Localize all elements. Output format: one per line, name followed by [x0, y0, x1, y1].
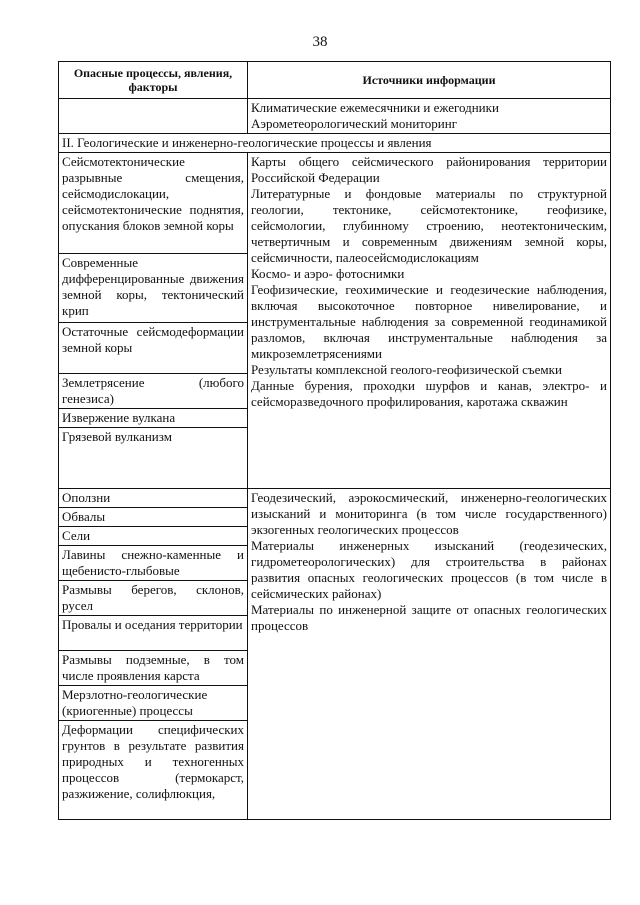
source-paragraph: Литературные и фондовые материалы по структурной геологии, тектонике, сейсмотектонике, геофизике, сейсмологии, глубинному строению, неотектоническим, четвертичным и современным движениям земной коры, сейсмичности, палеосейсмодислокациям: [251, 186, 607, 265]
source-line: Климатические ежемесячники и ежегодники: [251, 100, 499, 115]
source-paragraph: Космо- и аэро- фотоснимки: [251, 266, 405, 281]
table-row-group-seismic: [59, 153, 611, 489]
source-paragraph: Геофизические, геохимические и геодезические наблюдения, включая высокоточное повторное нивелирование, и инструментальные наблюдения за современной геодинамикой разломов, включая инструментальные наблюдения за микроземлетрясениями: [251, 282, 607, 361]
hazard-item: Современные дифференцированные движения земной коры, тектонический крип: [59, 254, 247, 323]
seismic-hazards-cell: [59, 153, 248, 489]
section-title-row: [59, 134, 611, 153]
hazard-item: Размывы подземные, в том числе проявления карста: [59, 651, 247, 686]
source-paragraph: Материалы инженерных изысканий (геодезических, гидрометеорологических) для строительства в районах развития опасных геологических процессов (в том числе в сейсмических районах): [251, 538, 607, 601]
table-row-climate: [59, 99, 611, 134]
table-row-group-exogenous: [59, 489, 611, 820]
source-paragraph: Данные бурения, проходки шурфов и канав, электро- и сейсморазведочного профилирования, каротажа скважин: [251, 378, 607, 409]
exogenous-sources-cell: [248, 489, 611, 820]
section-title: II. Геологические и инженерно-геологические процессы и явления: [59, 134, 611, 153]
table-header-row: [59, 62, 611, 99]
empty-cell: [59, 99, 248, 134]
hazard-item: Провалы и оседания территории: [59, 616, 247, 651]
seismic-sources-cell: [248, 153, 611, 489]
hazard-item: Лавины снежно-каменные и щебенисто-глыбовые: [59, 546, 247, 581]
source-line: Аэрометеорологический мониторинг: [251, 116, 458, 131]
hazard-item: Сейсмотектонические разрывные смещения, сейсмодислокации, сейсмотектонические поднятия, опускания блоков земной коры: [59, 153, 247, 254]
hazard-item: Грязевой вулканизм: [62, 429, 172, 444]
header-sources: Источники информации: [248, 62, 611, 99]
hazard-item: Деформации специфических грунтов в результате развития природных и техногенных процессов (термокарст, разжижение, солифлюкция,: [62, 722, 244, 801]
hazard-item: Извержение вулкана: [59, 409, 247, 428]
hazard-item: Размывы берегов, склонов, русел: [59, 581, 247, 616]
hazard-item: Сели: [59, 527, 247, 546]
hazard-item: Мерзлотно-геологические (криогенные) процессы: [59, 686, 247, 721]
source-paragraph: Материалы по инженерной защите от опасных геологических процессов: [251, 602, 607, 633]
header-hazards: Опасные процессы, явления, факторы: [59, 62, 248, 99]
source-paragraph: Геодезический, аэрокосмический, инженерно-геологических изысканий и мониторинга (в том числе государственного) экзогенных геологических процессов: [251, 490, 607, 537]
hazard-item: Землетрясение (любого генезиса): [59, 374, 247, 409]
hazard-item: Оползни: [59, 489, 247, 508]
source-paragraph: Карты общего сейсмического районирования территории Российской Федерации: [251, 154, 607, 185]
exogenous-hazards-cell: [59, 489, 248, 820]
hazard-item: Обвалы: [59, 508, 247, 527]
page-number: 38: [312, 34, 328, 50]
source-paragraph: Результаты комплексной геолого-геофизической съемки: [251, 362, 562, 377]
climate-sources-cell: [248, 99, 611, 134]
hazards-sources-table: [58, 61, 611, 820]
hazard-item: Остаточные сейсмодеформации земной коры: [59, 323, 247, 374]
